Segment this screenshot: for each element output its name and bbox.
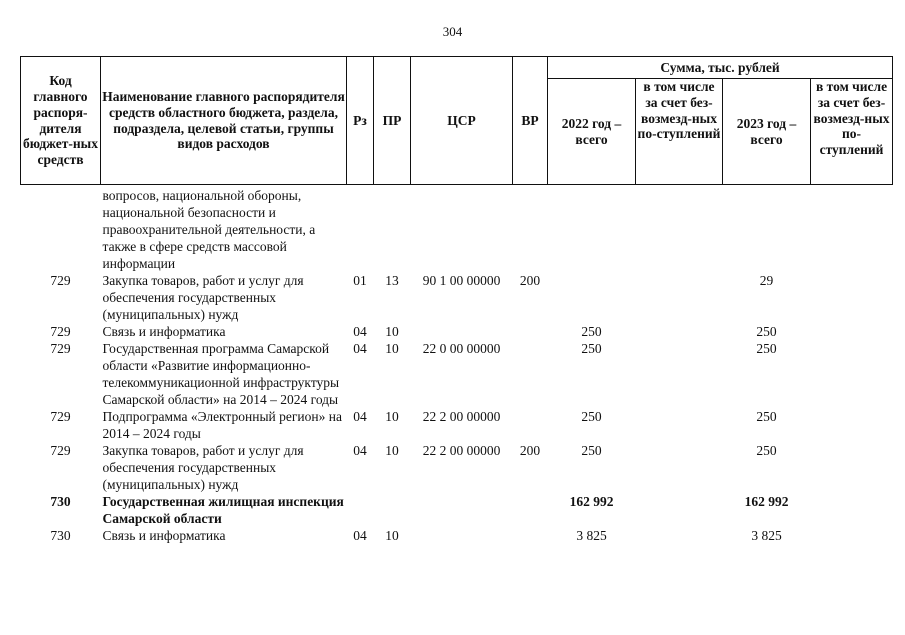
cell-vr <box>513 408 548 442</box>
cell-2023-total <box>723 185 811 273</box>
cell-2022-grants <box>636 272 723 323</box>
cell-2022-total: 250 <box>581 409 602 424</box>
cell-name: Подпрограмма «Электронный регион» на 2014 – 2024 годы <box>102 409 342 441</box>
cell-vr <box>513 527 548 544</box>
cell-name: Государственная жилищная инспекция Самарской области <box>102 494 344 526</box>
cell-pr: 10 <box>385 409 399 424</box>
cell-rz <box>347 185 374 273</box>
cell-rz: 04 <box>353 409 367 424</box>
cell-name: Государственная программа Самарской области «Развитие информационно-телекоммуникационной инфраструктуры Самарской области» на 2014 – 2024 годы <box>102 341 340 407</box>
cell-rz: 04 <box>353 443 367 458</box>
cell-2022-total: 250 <box>581 324 602 339</box>
cell-2023-total: 250 <box>756 443 777 458</box>
cell-2022-total <box>548 185 636 273</box>
cell-2022-total: 250 <box>581 341 602 356</box>
cell-2023-total: 3 825 <box>751 528 782 543</box>
header-rz: Рз <box>347 57 374 185</box>
header-2023-grants: в том числе за счет без-возмезд-ных по-ступлений <box>811 79 893 185</box>
cell-2023-total: 250 <box>756 409 777 424</box>
cell-2022-grants <box>636 340 723 408</box>
table-header <box>21 57 893 185</box>
cell-rz <box>347 493 374 527</box>
cell-2022-total: 162 992 <box>569 494 614 509</box>
cell-csr: 22 0 00 00000 <box>422 341 501 356</box>
cell-csr <box>411 527 513 544</box>
table-row <box>21 442 893 493</box>
cell-csr <box>411 323 513 340</box>
cell-2023-total: 250 <box>756 341 777 356</box>
cell-code: 729 <box>50 409 71 424</box>
cell-csr <box>411 185 513 273</box>
cell-rz: 04 <box>353 324 367 339</box>
table-row <box>21 340 893 408</box>
budget-table <box>20 56 893 544</box>
cell-rz: 04 <box>353 528 367 543</box>
cell-2022-grants <box>636 408 723 442</box>
header-vr: ВР <box>513 57 548 185</box>
cell-vr <box>513 185 548 273</box>
cell-2023-grants <box>811 442 893 493</box>
cell-pr: 13 <box>385 273 399 288</box>
cell-code <box>21 185 101 273</box>
header-pr: ПР <box>374 57 411 185</box>
cell-2022-total: 250 <box>581 443 602 458</box>
cell-code: 729 <box>50 324 71 339</box>
cell-2023-grants <box>811 527 893 544</box>
cell-vr <box>513 323 548 340</box>
cell-name: вопросов, национальной обороны, национальной безопасности и правоохранительной деятельности, а также в сфере средств массовой информации <box>102 188 316 271</box>
header-code: Код главного распоря-дителя бюджет-ных средств <box>21 57 101 185</box>
cell-2022-total: 3 825 <box>576 528 607 543</box>
cell-2022-grants <box>636 442 723 493</box>
table-row <box>21 272 893 323</box>
cell-2022-grants <box>636 493 723 527</box>
cell-pr <box>374 185 411 273</box>
cell-2023-grants <box>811 185 893 273</box>
cell-csr: 22 2 00 00000 <box>422 409 501 424</box>
cell-pr: 10 <box>385 341 399 356</box>
header-csr: ЦСР <box>411 57 513 185</box>
cell-2023-grants <box>811 272 893 323</box>
cell-pr <box>374 493 411 527</box>
cell-name: Закупка товаров, работ и услуг для обеспечения государственных (муниципальных) нужд <box>102 273 304 322</box>
cell-vr: 200 <box>519 443 541 458</box>
cell-2023-total: 162 992 <box>744 494 789 509</box>
header-name: Наименование главного распорядителя средств областного бюджета, раздела, подраздела, целевой статьи, группы видов расходов <box>101 57 347 185</box>
table-row <box>21 493 893 527</box>
cell-2023-grants <box>811 323 893 340</box>
cell-vr <box>513 340 548 408</box>
table-row <box>21 185 893 273</box>
cell-vr: 200 <box>519 273 541 288</box>
cell-csr <box>411 493 513 527</box>
cell-code: 729 <box>50 273 71 288</box>
cell-pr: 10 <box>385 324 399 339</box>
cell-name: Связь и информатика <box>102 324 226 339</box>
table-row <box>21 323 893 340</box>
cell-code: 729 <box>50 341 71 356</box>
cell-csr: 90 1 00 00000 <box>422 273 501 288</box>
table-row <box>21 408 893 442</box>
cell-2023-grants <box>811 493 893 527</box>
cell-2022-grants <box>636 185 723 273</box>
table-body <box>21 185 893 545</box>
cell-2022-total <box>548 272 636 323</box>
cell-2022-grants <box>636 323 723 340</box>
header-2022-grants: в том числе за счет без-возмезд-ных по-ступлений <box>636 79 723 185</box>
cell-code: 730 <box>50 494 71 509</box>
cell-2022-grants <box>636 527 723 544</box>
cell-csr: 22 2 00 00000 <box>422 443 501 458</box>
cell-rz: 01 <box>353 273 367 288</box>
cell-name: Закупка товаров, работ и услуг для обеспечения государственных (муниципальных) нужд <box>102 443 304 492</box>
cell-vr <box>513 493 548 527</box>
cell-name: Связь и информатика <box>102 528 226 543</box>
cell-code: 729 <box>50 443 71 458</box>
header-2022-total: 2022 год – всего <box>548 79 636 185</box>
cell-pr: 10 <box>385 528 399 543</box>
page-number: 304 <box>442 24 463 39</box>
header-sum: Сумма, тыс. рублей <box>548 57 893 79</box>
cell-2023-total: 250 <box>756 324 777 339</box>
cell-2023-grants <box>811 408 893 442</box>
cell-pr: 10 <box>385 443 399 458</box>
cell-rz: 04 <box>353 341 367 356</box>
header-2023-total: 2023 год – всего <box>723 79 811 185</box>
cell-2023-total: 29 <box>759 273 774 288</box>
table-row <box>21 527 893 544</box>
cell-2023-grants <box>811 340 893 408</box>
cell-code: 730 <box>50 528 71 543</box>
